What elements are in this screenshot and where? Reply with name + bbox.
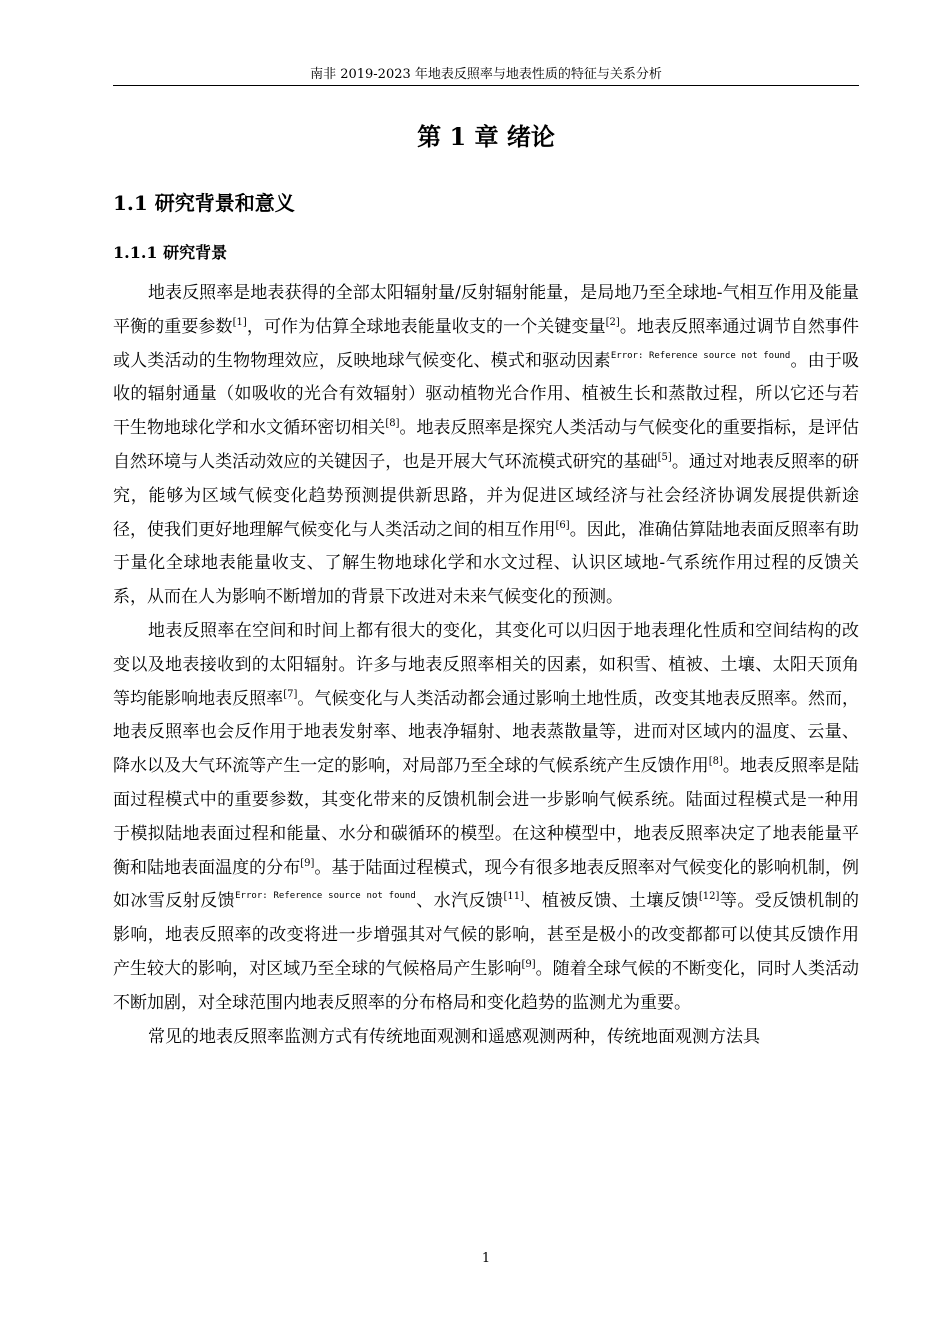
body-text — [113, 277, 859, 1054]
text-run: 。由于吸收的辐射通量（如吸收的光合有效辐射）驱动植物光合作用、植被生长和蒸散过程，所以它还与若干生物地球化学和水文循环密切相关 — [113, 350, 860, 439]
text-run: 、植被反馈、土壤反馈 — [523, 891, 699, 912]
citation-error: Error: Reference source not found — [610, 350, 791, 361]
citation: [6] — [555, 519, 570, 531]
text-run: 地表反照率是地表获得的全部太阳辐射量/反射辐射能量，是局地乃至全球地-气相互作用及能量平衡的重要参数 — [113, 283, 859, 337]
citation: [9] — [300, 857, 315, 869]
text-run: 。地表反照率是陆面过程模式中的重要参数，其变化带来的反馈机制会进一步影响气候系统。陆面过程模式是一种用于模拟陆地表面过程和能量、水分和碳循环的模型。在这种模型中，地表反照率决定了地表能量平衡和陆地表面温度的分布 — [113, 756, 860, 878]
citation: [12] — [698, 891, 720, 903]
text-run: ，可作为估算全球地表能量收支的一个关键变量 — [246, 316, 606, 337]
text-run: 、水汽反馈 — [415, 891, 504, 912]
citation: [5] — [657, 451, 672, 463]
citation: [1] — [232, 316, 247, 328]
section-heading: 1.1 研究背景和意义 — [113, 191, 295, 215]
page-number: 1 — [481, 1251, 491, 1266]
chapter-title: 第 1 章 绪论 — [417, 122, 555, 151]
header-divider — [113, 85, 859, 86]
text-run: 。基于陆面过程模式，现今有很多地表反照率对气候变化的影响机制，例如冰雪反射反馈 — [113, 857, 860, 912]
citation-error: Error: Reference source not found — [235, 891, 416, 902]
text-run: 地表反照率在空间和时间上都有很大的变化，其变化可以归因于地表理化性质和空间结构的改变以及地表接收到的太阳辐射。许多与地表反照率相关的因素，如积雪、植被、土壤、太阳天顶角等均能影响地表反照率 — [113, 620, 859, 709]
paragraph-1 — [113, 277, 859, 615]
running-header: 南非 2019-2023 年地表反照率与地表性质的特征与关系分析 — [310, 67, 662, 82]
citation: [2] — [605, 316, 620, 328]
text-run: 常见的地表反照率监测方式有传统地面观测和遥感观测两种，传统地面观测方法具 — [148, 1026, 760, 1047]
text-run: 。因此，准确估算陆地表面反照率有助于量化全球地表能量收支、了解生物地球化学和水文过程、认识区域地-气系统作用过程的反馈关系，从而在人为影响不断增加的背景下改进对未来气候变化的预测。 — [113, 519, 859, 608]
text-run: 。通过对地表反照率的研究，能够为区域气候变化趋势预测提供新思路，并为促进区域经济与社会经济协调发展提供新途径，使我们更好地理解气候变化与人类活动之间的相互作用 — [113, 451, 860, 540]
text-run: 。随着全球气候的不断变化，同时人类活动不断加剧，对全球范围内地表反照率的分布格局和变化趋势的监测尤为重要。 — [113, 958, 860, 1013]
citation: [9] — [521, 958, 536, 970]
text-run: 等。受反馈机制的影响，地表反照率的改变将进一步增强其对气候的影响，甚至是极小的改变都都可以使其反馈作用产生较大的影响，对区域乃至全球的气候格局产生影响 — [113, 891, 860, 979]
citation: [8] — [708, 756, 723, 768]
text-run: 。地表反照率是探究人类活动与气候变化的重要指标，是评估自然环境与人类活动效应的关键因子，也是开展大气环流模式研究的基础 — [113, 418, 860, 472]
subsection-heading: 1.1.1 研究背景 — [113, 243, 228, 262]
text-run: 。气候变化与人类活动都会通过影响土地性质，改变其地表反照率。然而，地表反照率也会反作用于地表发射率、地表净辐射、地表蒸散量等，进而对区域内的温度、云量、降水以及大气环流等产生一定的影响，对局部乃至全球的气候系统产生反馈作用 — [113, 688, 860, 777]
citation: [7] — [283, 688, 298, 700]
paragraph-2 — [113, 615, 859, 1021]
citation: [11] — [503, 891, 524, 903]
text-run: 。地表反照率通过调节自然事件或人类活动的生物物理效应，反映地球气候变化、模式和驱动因素 — [113, 316, 860, 371]
paragraph-3 — [113, 1021, 859, 1055]
citation: [8] — [385, 418, 400, 430]
